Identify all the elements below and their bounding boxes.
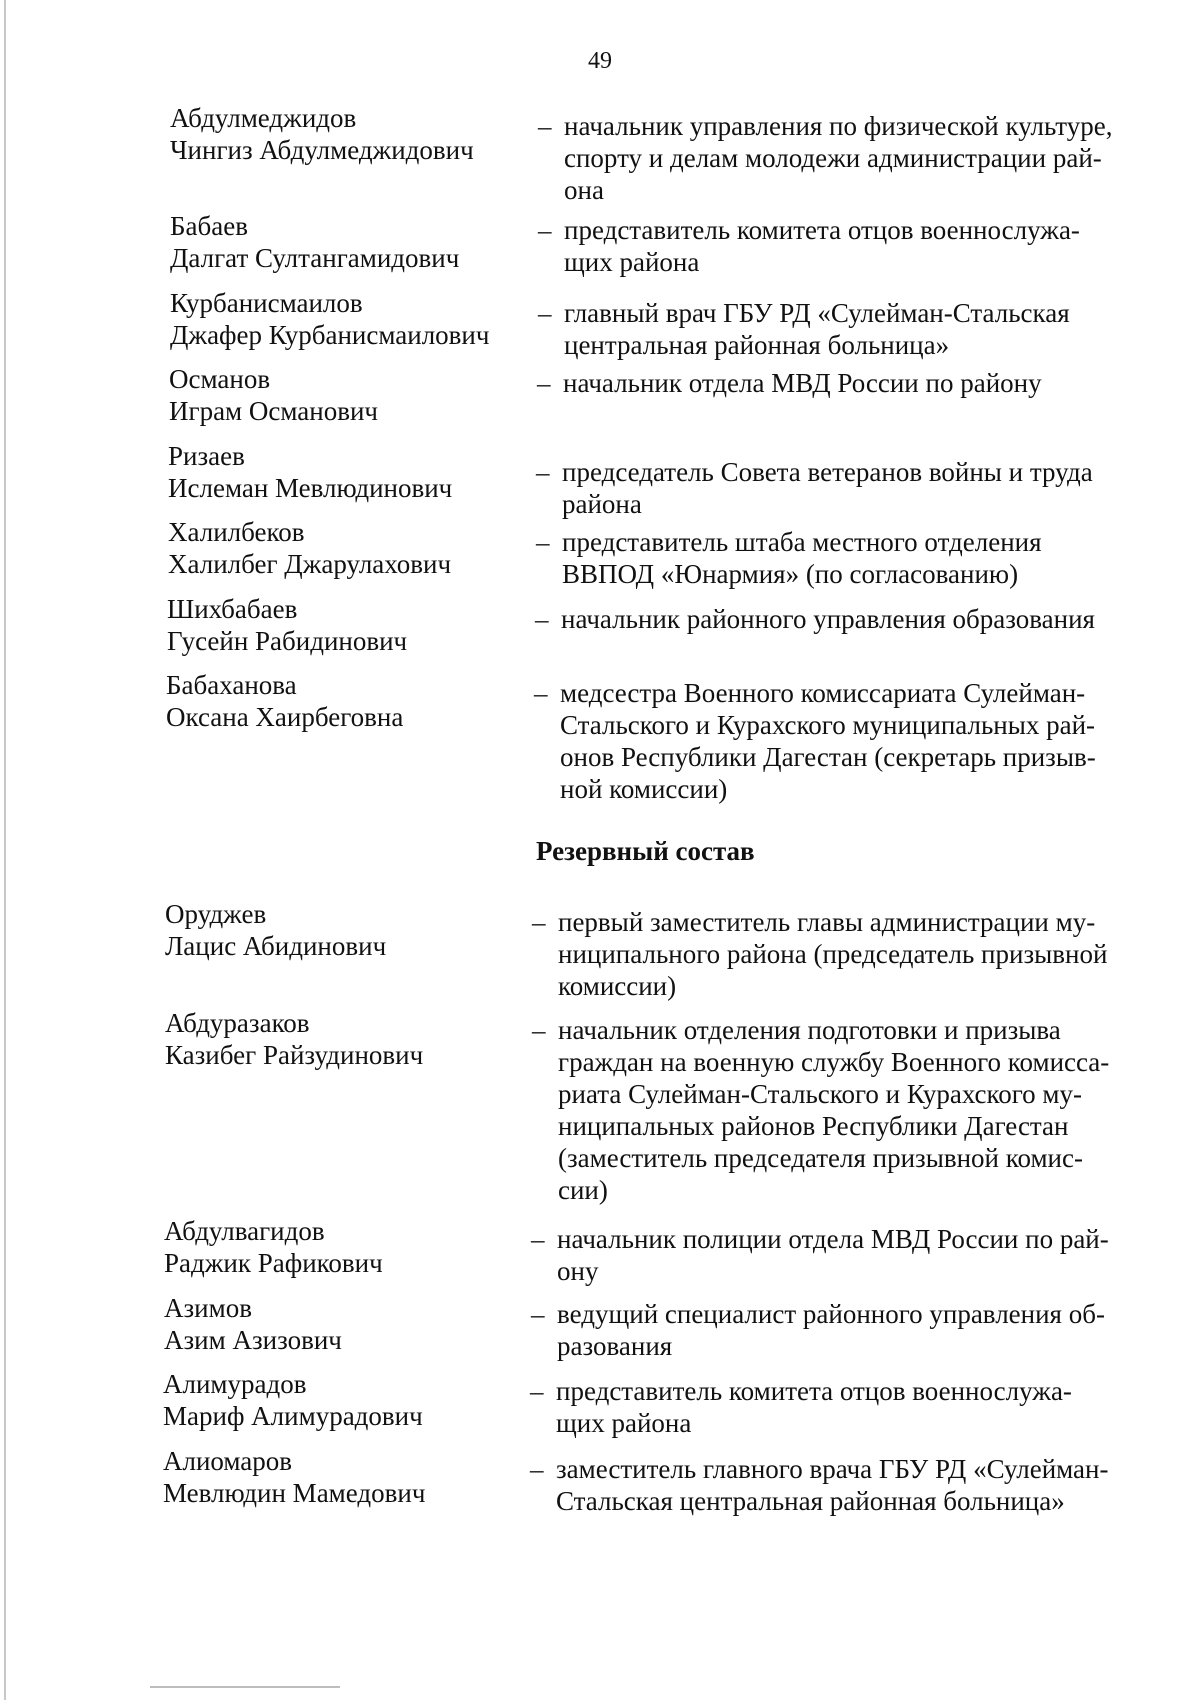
dash-separator: – bbox=[535, 604, 549, 634]
role-line: ниципальных районов Республики Дагестан bbox=[558, 1111, 1069, 1141]
section-heading: Резервный состав bbox=[536, 836, 755, 866]
member-surname: Халилбеков bbox=[168, 517, 305, 547]
role-line: начальник районного управления образования bbox=[561, 604, 1095, 634]
dash-separator: – bbox=[531, 1224, 545, 1254]
member-name bbox=[170, 210, 530, 274]
page-number: 49 bbox=[588, 48, 612, 74]
member-name bbox=[170, 102, 530, 166]
member-given-names: Далгат Султангамидович bbox=[170, 243, 460, 273]
member-given-names: Халилбег Джарулахович bbox=[168, 549, 452, 579]
role-line: ведущий специалист районного управления об- bbox=[557, 1299, 1105, 1329]
member-role bbox=[564, 214, 1149, 278]
role-line: начальник отдела МВД России по району bbox=[563, 368, 1042, 398]
role-line: начальник полиции отдела МВД России по рай- bbox=[557, 1224, 1109, 1254]
dash-separator: – bbox=[532, 907, 546, 937]
member-role bbox=[560, 677, 1145, 805]
role-line: ону bbox=[557, 1256, 599, 1286]
member-surname: Шихбабаев bbox=[167, 594, 298, 624]
member-given-names: Раджик Рафикович bbox=[164, 1248, 383, 1278]
member-given-names: Джафер Курбанисмаилович bbox=[170, 320, 490, 350]
role-line: ной комиссии) bbox=[560, 774, 728, 804]
dash-separator: – bbox=[530, 1454, 544, 1484]
member-given-names: Ислеман Мевлюдинович bbox=[168, 473, 453, 503]
member-role bbox=[556, 1453, 1141, 1517]
role-line: начальник отделения подготовки и призыва bbox=[558, 1015, 1061, 1045]
member-name bbox=[166, 669, 526, 733]
role-line: (заместитель председателя призывной комис- bbox=[558, 1143, 1083, 1173]
role-line: представитель комитета отцов военнослужа- bbox=[564, 215, 1080, 245]
member-given-names: Азим Азизович bbox=[164, 1325, 342, 1355]
dash-separator: – bbox=[536, 457, 550, 487]
role-line: риата Сулейман-Стальского и Курахского му- bbox=[558, 1079, 1082, 1109]
dash-separator: – bbox=[536, 527, 550, 557]
member-given-names: Оксана Хаирбеговна bbox=[166, 702, 404, 732]
role-line: начальник управления по физической культуре, bbox=[564, 111, 1113, 141]
role-line: щих района bbox=[564, 247, 700, 277]
member-name bbox=[164, 1215, 524, 1279]
role-line: председатель Совета ветеранов войны и труда bbox=[562, 457, 1093, 487]
role-line: ВВПОД «Юнармия» (по согласованию) bbox=[562, 559, 1019, 589]
role-line: граждан на военную службу Военного комисса- bbox=[558, 1047, 1110, 1077]
member-name bbox=[165, 898, 525, 962]
member-name bbox=[164, 1292, 524, 1356]
member-name bbox=[165, 1007, 525, 1071]
member-surname: Османов bbox=[169, 364, 271, 394]
role-line: центральная районная больница» bbox=[564, 330, 950, 360]
member-role bbox=[557, 1223, 1142, 1287]
role-line: Стальская центральная районная больница» bbox=[556, 1486, 1065, 1516]
role-line: щих района bbox=[556, 1408, 692, 1438]
member-role bbox=[556, 1375, 1141, 1439]
role-line: она bbox=[564, 175, 604, 205]
member-role bbox=[564, 297, 1149, 361]
dash-separator: – bbox=[538, 111, 552, 141]
role-line: комиссии) bbox=[558, 971, 677, 1001]
member-surname: Ризаев bbox=[168, 441, 245, 471]
member-role bbox=[557, 1298, 1142, 1362]
member-role bbox=[562, 526, 1147, 590]
member-given-names: Лацис Абидинович bbox=[165, 931, 387, 961]
member-name bbox=[163, 1445, 523, 1509]
role-line: главный врач ГБУ РД «Сулейман-Стальская bbox=[564, 298, 1070, 328]
role-line: медсестра Военного комиссариата Сулейман- bbox=[560, 678, 1086, 708]
member-surname: Алимурадов bbox=[163, 1369, 307, 1399]
scan-edge-bottom bbox=[150, 1686, 340, 1688]
member-role bbox=[562, 456, 1147, 520]
dash-separator: – bbox=[531, 1299, 545, 1329]
member-name bbox=[163, 1368, 523, 1432]
role-line: представитель комитета отцов военнослужа- bbox=[556, 1376, 1072, 1406]
member-role bbox=[558, 1014, 1143, 1206]
member-surname: Оруджев bbox=[165, 899, 267, 929]
member-role bbox=[564, 110, 1149, 206]
member-surname: Алиомаров bbox=[163, 1446, 293, 1476]
member-role bbox=[563, 367, 1148, 399]
member-role bbox=[561, 603, 1146, 635]
member-given-names: Казибег Райзудинович bbox=[165, 1040, 424, 1070]
member-surname: Абдулмеджидов bbox=[170, 103, 357, 133]
dash-separator: – bbox=[530, 1376, 544, 1406]
role-line: разования bbox=[557, 1331, 673, 1361]
dash-separator: – bbox=[537, 368, 551, 398]
role-line: заместитель главного врача ГБУ РД «Сулейман- bbox=[556, 1454, 1109, 1484]
role-line: первый заместитель главы администрации му- bbox=[558, 907, 1096, 937]
member-name bbox=[167, 593, 527, 657]
dash-separator: – bbox=[534, 678, 548, 708]
role-line: представитель штаба местного отделения bbox=[562, 527, 1042, 557]
member-surname: Абдулвагидов bbox=[164, 1216, 325, 1246]
member-name bbox=[169, 363, 529, 427]
member-name bbox=[170, 287, 530, 351]
member-given-names: Мевлюдин Мамедович bbox=[163, 1478, 426, 1508]
member-surname: Абдуразаков bbox=[165, 1008, 310, 1038]
dash-separator: – bbox=[538, 215, 552, 245]
member-role bbox=[558, 906, 1143, 1002]
member-given-names: Чингиз Абдулмеджидович bbox=[170, 135, 474, 165]
dash-separator: – bbox=[532, 1015, 546, 1045]
member-given-names: Играм Османович bbox=[169, 396, 378, 426]
dash-separator: – bbox=[538, 298, 552, 328]
member-name bbox=[168, 440, 528, 504]
member-given-names: Мариф Алимурадович bbox=[163, 1401, 423, 1431]
role-line: спорту и делам молодежи администрации рай- bbox=[564, 143, 1102, 173]
member-surname: Бабаханова bbox=[166, 670, 297, 700]
member-name bbox=[168, 516, 528, 580]
role-line: района bbox=[562, 489, 642, 519]
role-line: ниципального района (председатель призывной bbox=[558, 939, 1108, 969]
role-line: онов Республики Дагестан (секретарь призыв- bbox=[560, 742, 1096, 772]
member-surname: Бабаев bbox=[170, 211, 248, 241]
role-line: Стальского и Курахского муниципальных рай- bbox=[560, 710, 1096, 740]
role-line: сии) bbox=[558, 1175, 608, 1205]
scan-edge-left bbox=[4, 0, 6, 1700]
member-surname: Азимов bbox=[164, 1293, 252, 1323]
member-given-names: Гусейн Рабидинович bbox=[167, 626, 408, 656]
member-surname: Курбанисмаилов bbox=[170, 288, 363, 318]
